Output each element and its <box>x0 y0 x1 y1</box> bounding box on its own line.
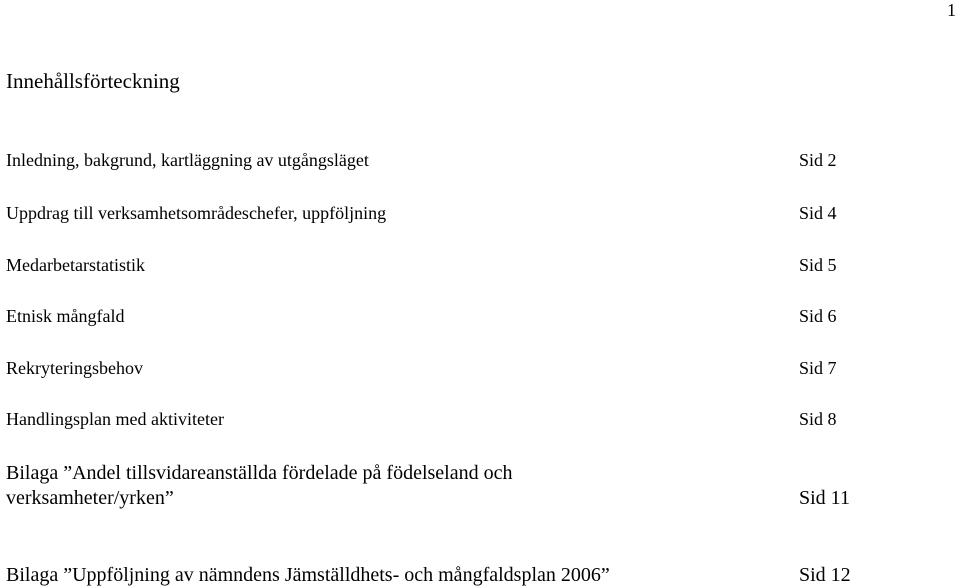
toc-entry-page: Sid 7 <box>799 358 837 378</box>
toc-entry-page: Sid 6 <box>799 306 837 326</box>
toc-entry-page: Sid 8 <box>799 409 837 429</box>
toc-entry-label: Etnisk mångfald <box>6 306 125 326</box>
toc-entry-label: Inledning, bakgrund, kartläggning av utgångsläget <box>6 150 369 170</box>
toc-entry-page: Sid 2 <box>799 150 837 170</box>
toc-title: Innehållsförteckning <box>6 69 180 93</box>
toc-entry-label: Uppdrag till verksamhetsområdeschefer, uppföljning <box>6 203 387 223</box>
toc-entry-page: Sid 12 <box>799 564 851 586</box>
toc-entry-label: Rekryteringsbehov <box>6 358 143 378</box>
toc-entry-page: Sid 4 <box>799 203 837 223</box>
toc-entry-label: Medarbetarstatistik <box>6 255 145 275</box>
toc-entry <box>6 461 856 511</box>
toc-entry-page: Sid 5 <box>799 255 837 275</box>
page-number: 1 <box>947 0 956 20</box>
toc-entry-label-line2: verksamheter/yrken” <box>6 487 174 509</box>
toc-entry-label-line1: Bilaga ”Andel tillsvidareanställda fördelade på födelseland och <box>6 462 513 484</box>
toc-entry-label: Bilaga ”Uppföljning av nämndens Jämställdhets- och mångfaldsplan 2006” <box>6 564 610 586</box>
toc-entry-label: Handlingsplan med aktiviteter <box>6 409 224 429</box>
toc-entry-page: Sid 11 <box>799 487 850 509</box>
